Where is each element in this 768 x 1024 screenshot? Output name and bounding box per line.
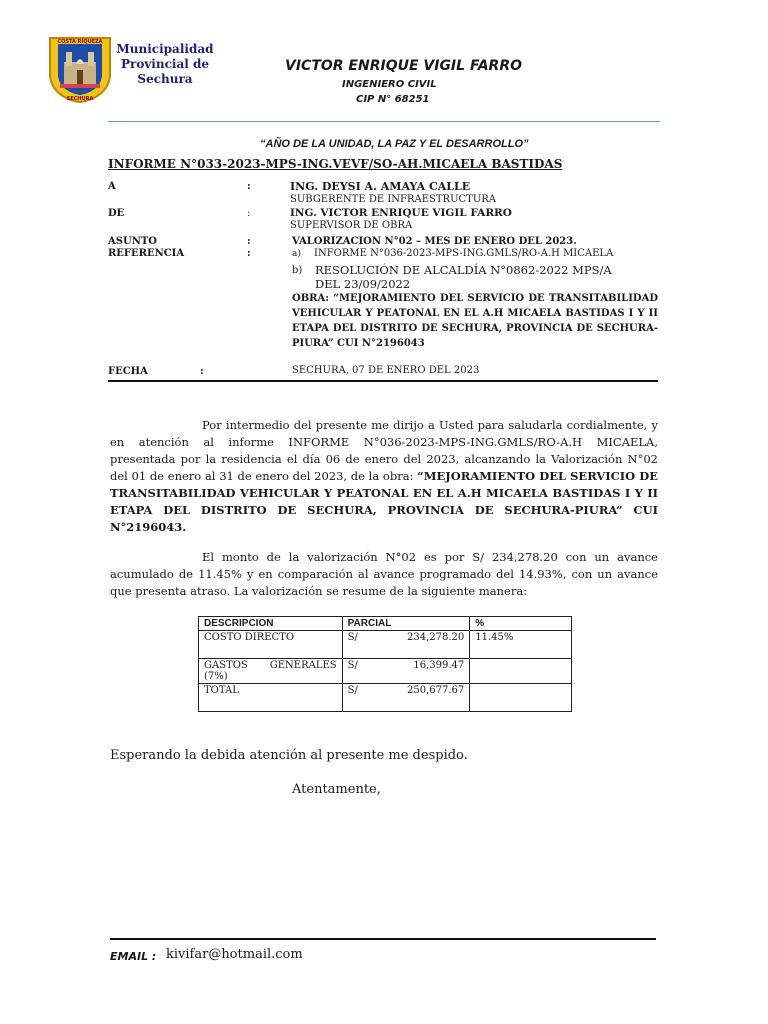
report-title: INFORME N°033-2023-MPS-ING.VEVF/SO-AH.MICAELA BASTIDAS	[108, 157, 563, 171]
table-cell-partial	[342, 684, 470, 712]
table-row	[199, 631, 572, 659]
field-de-label: DE	[108, 208, 125, 219]
table-cell-percent	[470, 659, 572, 684]
table-header-description: DESCRIPCION	[199, 617, 343, 631]
engineer-cip: CIP N° 68251	[356, 94, 430, 105]
amount: 250,677.67	[407, 685, 465, 696]
organization-name	[110, 42, 220, 87]
paragraph-1	[110, 417, 658, 536]
reference-a-marker: a)	[292, 249, 301, 259]
project-description: OBRA: “MEJORAMIENTO DEL SERVICIO DE TRANSITABILIDAD VEHICULAR Y PEATONAL EN EL A.H MICAELA BASTIDAS I Y II ETAPA DEL DISTRITO DE SECHURA, PROVINCIA DE SECHURA-PIURA” CUI N°2196043	[292, 293, 658, 349]
field-de-sep: :	[247, 208, 251, 219]
field-asunto-sep: :	[247, 236, 251, 247]
org-line-3: Sechura	[137, 72, 193, 86]
year-motto: “AÑO DE LA UNIDAD, LA PAZ Y EL DESARROLLO”	[260, 138, 529, 150]
amount: 16,399.47	[413, 660, 465, 671]
engineer-title: INGENIERO CIVIL	[342, 79, 437, 90]
reference-b-line-2: DEL 23/09/2022	[315, 277, 411, 291]
org-line-2: Provincial de	[120, 57, 209, 71]
reference-b-marker: b)	[292, 265, 303, 276]
closing-line: Esperando la debida atención al presente me despido.	[110, 748, 468, 763]
sender-name: ING. VICTOR ENRIQUE VIGIL FARRO	[290, 207, 512, 219]
email-label: EMAIL :	[110, 950, 157, 963]
signoff: Atentamente,	[292, 782, 381, 797]
field-a-label: A	[108, 181, 116, 192]
currency-symbol: S/	[347, 660, 358, 671]
recipient-name: ING. DEYSI A. AMAYA CALLE	[290, 180, 471, 193]
field-fecha-label: FECHA	[108, 366, 148, 377]
field-reference-label: REFERENCIA	[108, 248, 185, 259]
amount: 234,278.20	[407, 632, 465, 643]
fields-divider	[108, 380, 658, 382]
field-asunto-label: ASUNTO	[108, 236, 157, 247]
reference-b-line-1: RESOLUCIÓN DE ALCALDÍA N°0862-2022 MPS/A	[315, 263, 612, 277]
table-cell-description: TOTAL	[199, 684, 343, 712]
org-line-1: Municipalidad	[116, 42, 214, 56]
recipient-role: SUBGERENTE DE INFRAESTRUCTURA	[290, 194, 496, 205]
header-divider	[108, 121, 660, 122]
subject-value: VALORIZACION N°02 – MES DE ENERO DEL 2023.	[292, 236, 577, 247]
paragraph-1-text: Por intermedio del presente me dirijo a Usted para saludarla cordialmente, y en atención al informe INFORME N°036-2023-MPS-ING.GMLS/RO-A.H MICAELA, presentada por la residencia el día 06 de enero del 2023, alcanzando la Valorización N°02 del 01 de enero al 31 de enero del 2023, de la obra:	[110, 418, 658, 483]
paragraph-2: El monto de la valorización N°02 es por S/ 234,278.20 con un avance acumulado de 11.45% y en comparación al avance programado del 14.93%, con un avance que presenta atraso. La valorización se resume de la siguiente manera:	[110, 550, 658, 598]
table-cell-partial	[342, 659, 470, 684]
table-row	[199, 684, 572, 712]
valuation-table	[198, 616, 572, 712]
seal-top-text: COSTA RIQUEZA	[57, 39, 103, 45]
table-cell-percent: 11.45%	[470, 631, 572, 659]
field-a-sep: :	[247, 181, 251, 192]
reference-a: INFORME N°036-2023-MPS-ING.GMLS/RO-A.H MICAELA	[314, 248, 614, 259]
currency-symbol: S/	[347, 632, 358, 643]
municipal-seal	[46, 34, 114, 104]
sender-role: SUPERVISOR DE OBRA	[290, 220, 413, 231]
valuation-table-wrapper	[198, 616, 572, 712]
seal-bottom-text: SECHURA	[66, 96, 94, 102]
table-header-partial: PARCIAL	[342, 617, 470, 631]
table-cell-description: COSTO DIRECTO	[199, 631, 343, 659]
table-cell-description: GASTOS GENERALES (7%)	[199, 659, 343, 684]
date-value: SECHURA, 07 DE ENERO DEL 2023	[292, 365, 480, 376]
engineer-name: VICTOR ENRIQUE VIGIL FARRO	[285, 58, 522, 74]
table-cell-partial	[342, 631, 470, 659]
table-cell-percent	[470, 684, 572, 712]
field-fecha-sep: :	[200, 366, 204, 377]
table-header-row	[199, 617, 572, 631]
municipal-seal-icon	[46, 34, 114, 104]
currency-symbol: S/	[347, 685, 358, 696]
field-reference-sep: :	[247, 248, 251, 259]
table-row	[199, 659, 572, 684]
email-value[interactable]: kivifar@hotmail.com	[166, 947, 303, 962]
table-header-percent: %	[470, 617, 572, 631]
footer-divider	[110, 938, 656, 940]
paragraph-1-project-name: “MEJORAMIENTO DEL SERVICIO DE TRANSITABILIDAD VEHICULAR Y PEATONAL EN EL A.H MICAELA BASTIDAS I Y II ETAPA DEL DISTRITO DE SECHURA, PROVINCIA DE SECHURA-PIURA” CUI N°2196043.	[110, 469, 658, 534]
